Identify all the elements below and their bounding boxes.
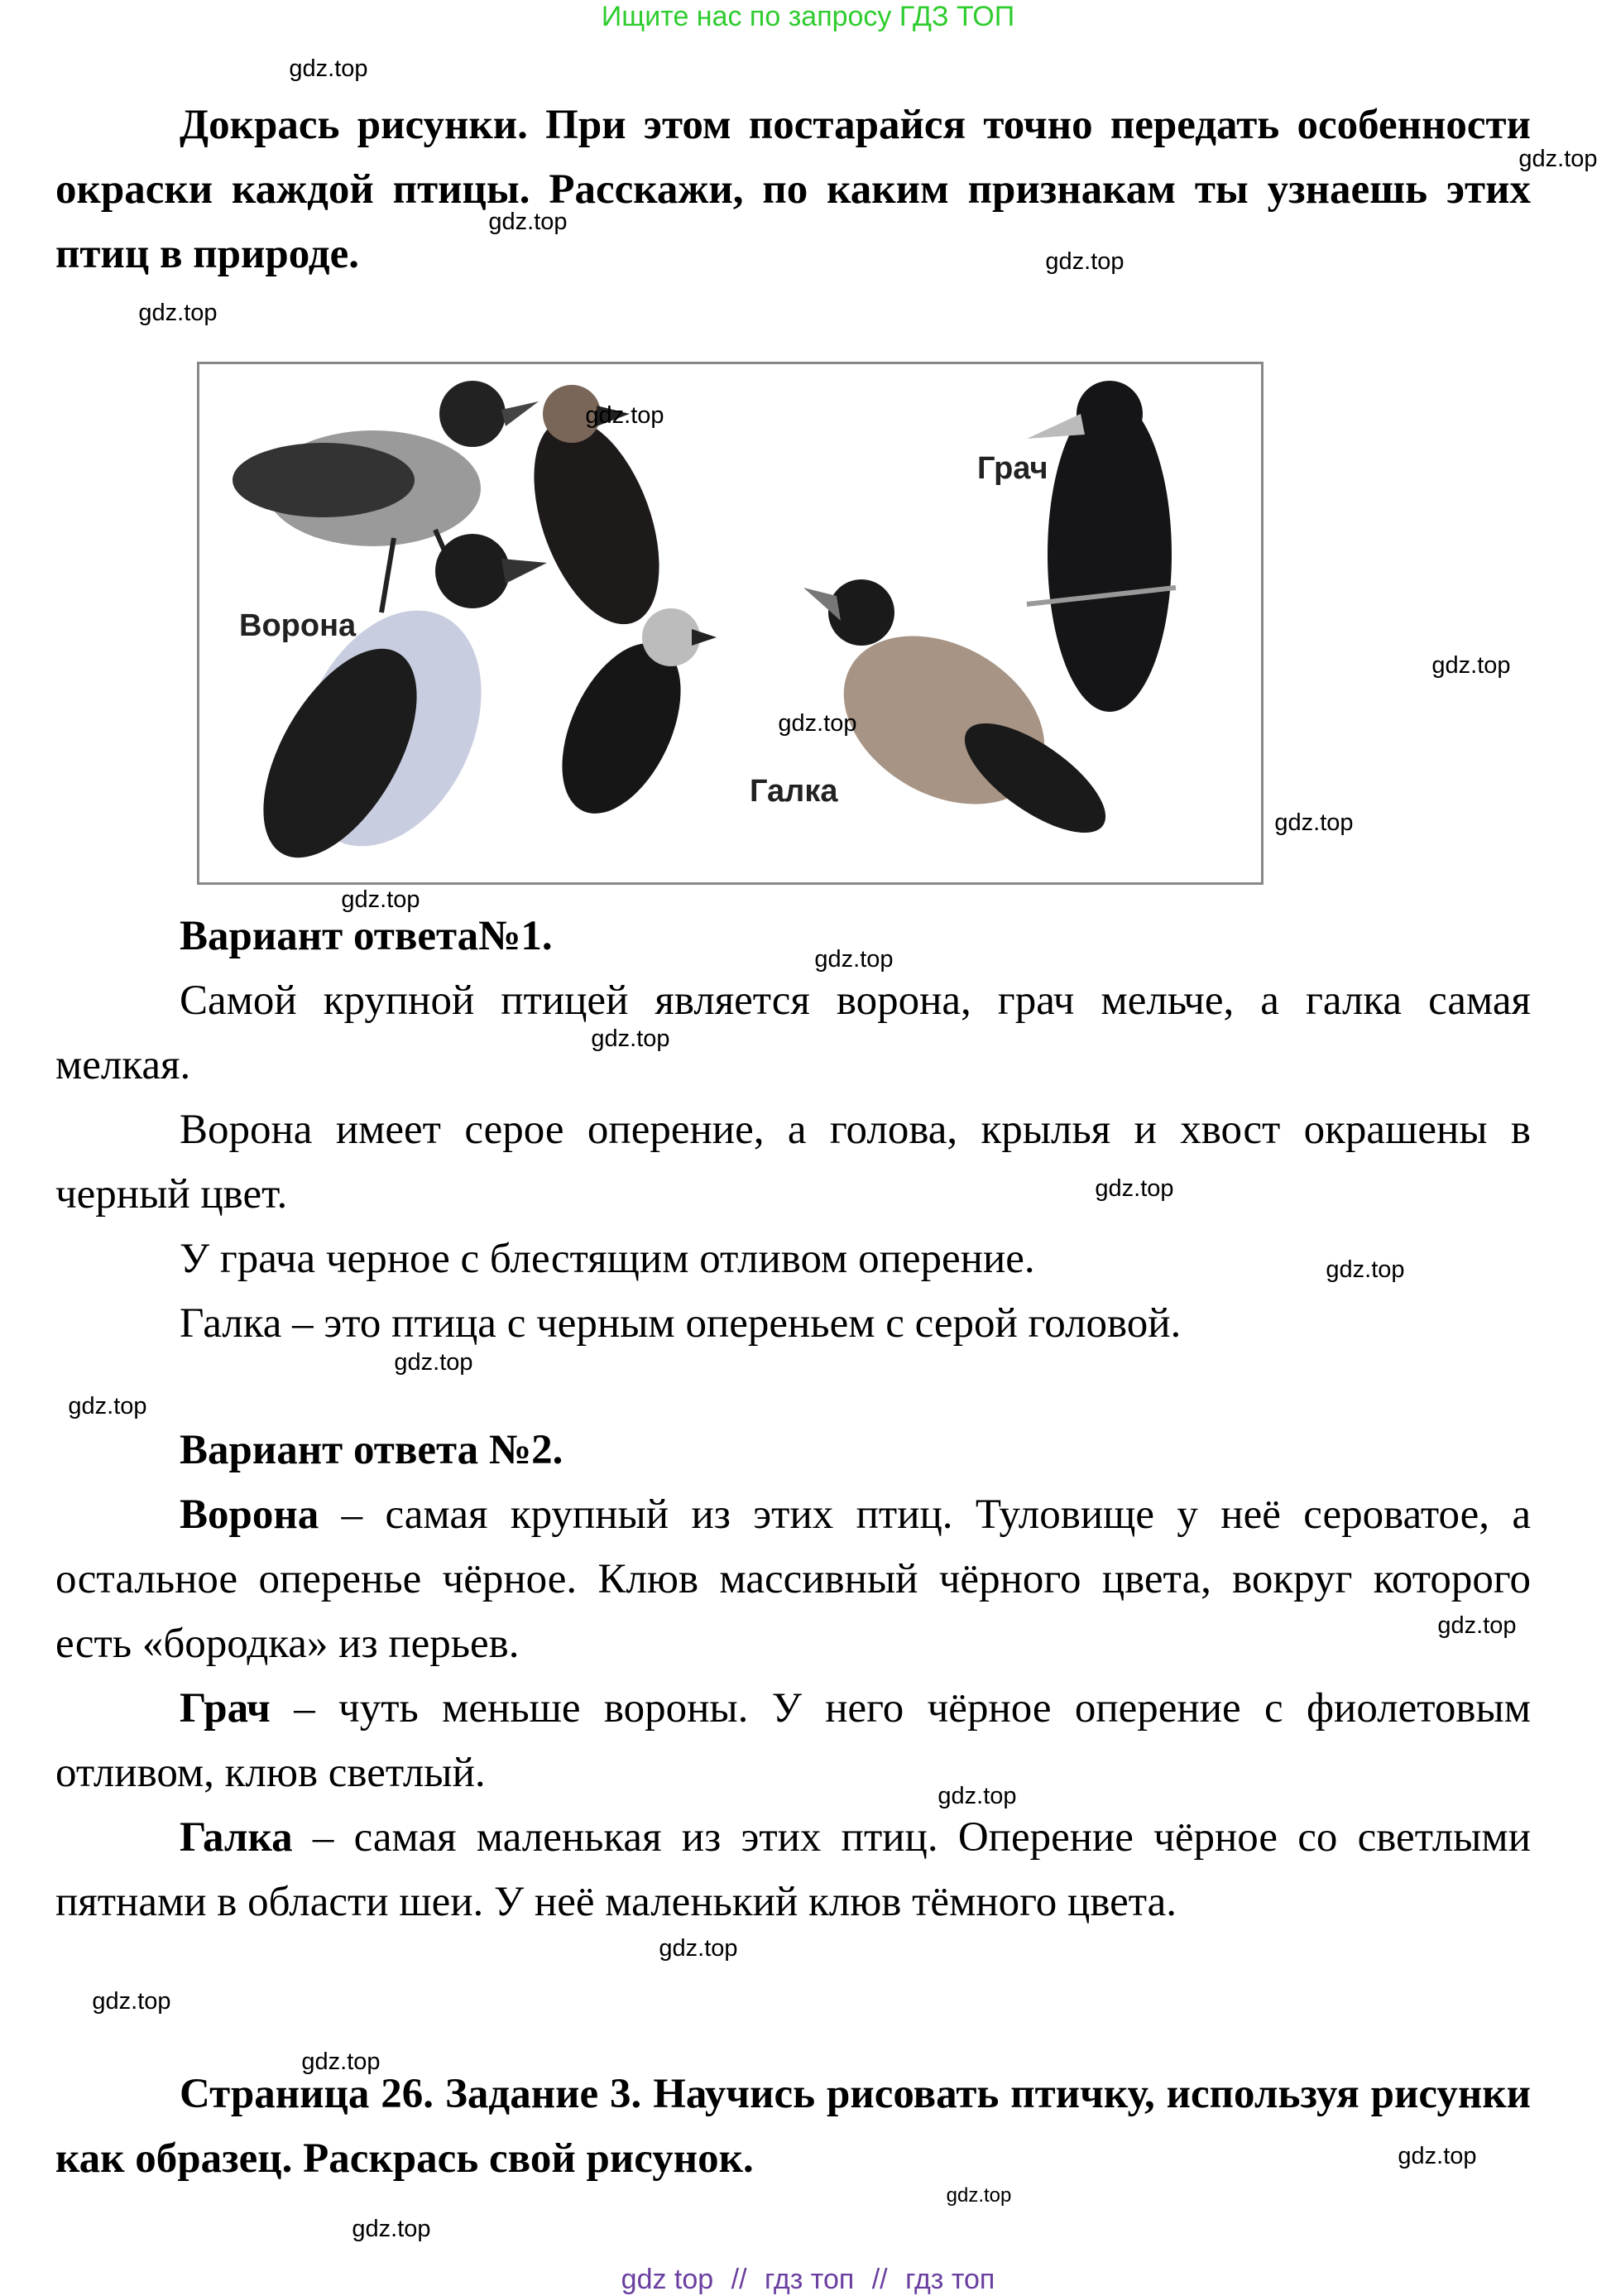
watermark: gdz.top [138, 300, 218, 326]
answer1-title: Вариант ответа№1. [180, 913, 553, 959]
label-jackdaw: Галка [750, 774, 838, 809]
task-3 [55, 2062, 1531, 2191]
watermark: gdz.top [1045, 248, 1124, 275]
watermark: gdz.top [341, 886, 420, 913]
watermark: gdz.top [659, 1935, 738, 1962]
answer2-title: Вариант ответа №2. [180, 1427, 563, 1473]
answer2-text: – самая крупный из этих птиц. Туловище у неё сероватое, а остальное оперенье чёрное. Клюв массивный чёрного цвета, вокруг которого есть «бородка» из перьев. [55, 1491, 1531, 1667]
task-instruction [55, 93, 1531, 286]
watermark: gdz.top [1437, 1612, 1517, 1639]
footer-separator: // [871, 2264, 888, 2295]
search-hint[interactable]: Ищите нас по запросу ГДЗ ТОП [601, 1, 1015, 32]
answer1-paragraph: Ворона имеет серое оперение, а голова, крылья и хвост окрашены в черный цвет. [55, 1107, 1531, 1218]
footer-link[interactable]: гдз топ [905, 2264, 995, 2295]
answer1-paragraph: Галка – это птица с черным опереньем с серой головой. [180, 1300, 1182, 1347]
label-crow: Ворона [239, 608, 357, 643]
jackdaw-bird-bottom [538, 608, 717, 832]
answer1-paragraph: Самой крупной птицей является ворона, грач мельче, а галка самая мелкая. [55, 977, 1531, 1088]
birds-drawing [199, 364, 1261, 882]
watermark: gdz.top [591, 1026, 670, 1052]
footer-links [0, 2264, 1616, 2296]
answer2-term: Галка [180, 1814, 293, 1861]
label-rook: Грач [977, 451, 1048, 486]
task-text: Докрась рисунки. При этом постарайся точно передать особенности окраски каждой птицы. Расскажи, по каким признакам ты узнаешь этих птиц в природе. [55, 102, 1531, 277]
watermark: gdz.top [1398, 2143, 1477, 2169]
watermark: gdz.top [301, 2049, 381, 2075]
answer1-paragraph: У грача черное с блестящим отливом оперение. [180, 1236, 1035, 1282]
watermark: gdz.top [1431, 652, 1511, 679]
footer-separator: // [731, 2264, 747, 2295]
answer2-term: Грач [180, 1685, 271, 1732]
answer-variant-2 [55, 1418, 1531, 1934]
watermark: gdz.top [937, 1783, 1017, 1809]
watermark: gdz.top [1518, 146, 1598, 172]
watermark: gdz.top [394, 1349, 473, 1376]
watermark: gdz.top [946, 2184, 1012, 2207]
watermark: gdz.top [585, 402, 664, 429]
watermark: gdz.top [488, 209, 568, 235]
task3-text: Страница 26. Задание 3. Научись рисовать птичку, используя рисунки как образец. Раскрась свой рисунок. [55, 2071, 1531, 2182]
answer2-text: – чуть меньше вороны. У него чёрное оперение с фиолетовым отливом, клюв светлый. [55, 1685, 1531, 1796]
answer2-item [55, 1805, 1531, 1934]
crow-bird-bottom [232, 534, 547, 882]
watermark: gdz.top [1326, 1256, 1405, 1283]
watermark: gdz.top [1274, 809, 1354, 836]
footer-link[interactable]: gdz top [621, 2264, 714, 2295]
answer2-item [55, 1676, 1531, 1805]
birds-illustration [197, 362, 1264, 885]
watermark: gdz.top [92, 1988, 171, 2015]
answer2-text: – самая маленькая из этих птиц. Оперение чёрное со светлыми пятнами в области шеи. У неё маленький клюв тёмного цвета. [55, 1814, 1531, 1925]
rook-bird [1027, 381, 1176, 712]
watermark: gdz.top [68, 1393, 147, 1419]
watermark: gdz.top [778, 710, 857, 737]
answer2-term: Ворона [180, 1491, 319, 1538]
answer-variant-1 [55, 904, 1531, 1356]
footer-link[interactable]: гдз топ [765, 2264, 855, 2295]
watermark: gdz.top [352, 2216, 431, 2242]
watermark: gdz.top [289, 55, 368, 82]
watermark: gdz.top [1095, 1175, 1174, 1202]
answer2-item [55, 1482, 1531, 1676]
watermark: gdz.top [814, 946, 894, 973]
